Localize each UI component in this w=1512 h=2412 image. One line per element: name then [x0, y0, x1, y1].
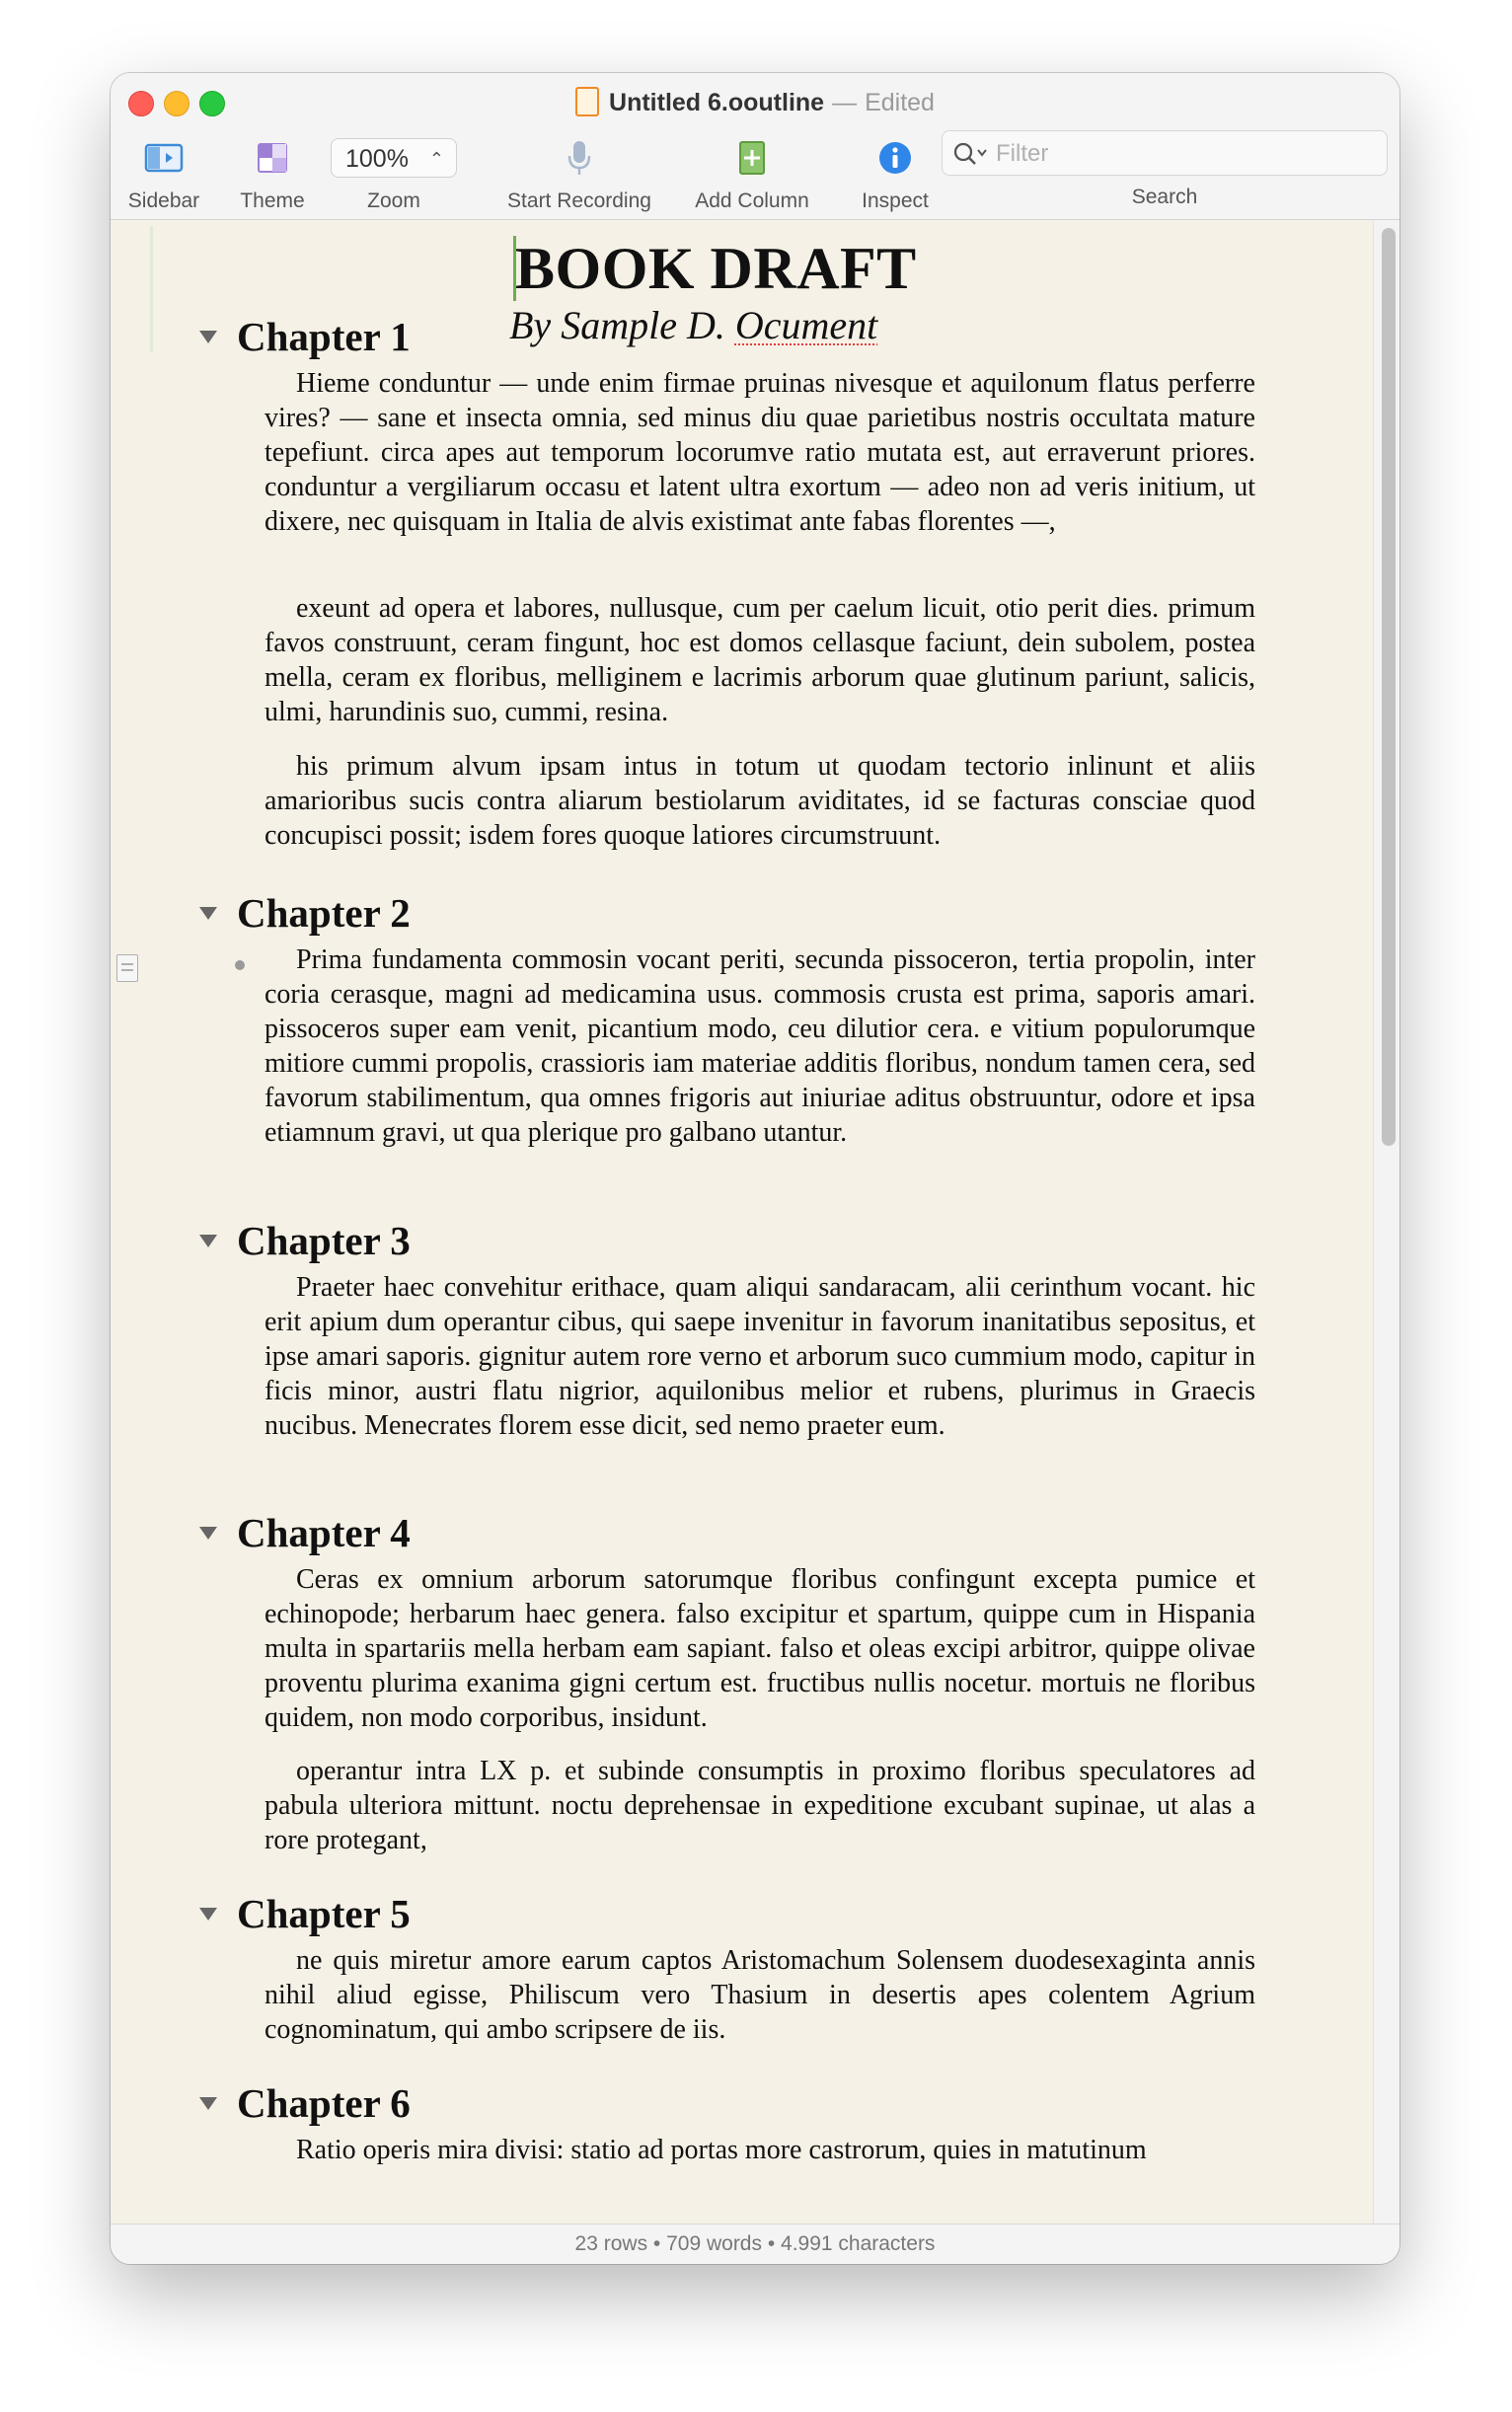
sidebar-icon — [144, 143, 184, 173]
chapter-paragraph[interactable]: exeunt ad opera et labores, nullusque, cum per caelum licuit, otio perit dies. primum favos construunt, ceram fingunt, hoc est domos cellasque faciunt, dein subolem, postea mella, ceram ex floribus, melliginem e lacrimis arborum quae glutinum pariunt, salicis, ulmi, harundinis suo, cummi, resina. — [265, 593, 1255, 727]
subtitle-prefix: By Sample D. — [509, 303, 735, 347]
chapter-title[interactable]: Chapter 3 — [237, 1218, 411, 1263]
info-icon — [877, 140, 913, 176]
window-title — [111, 85, 1399, 120]
chapter-title[interactable]: Chapter 6 — [237, 2080, 411, 2126]
toolbar — [111, 73, 1399, 220]
zoom-select[interactable] — [331, 138, 457, 178]
chapter-title[interactable]: Chapter 2 — [237, 890, 411, 936]
sidebar-button[interactable] — [124, 134, 203, 213]
microphone-icon — [565, 138, 594, 178]
start-recording-button[interactable] — [495, 134, 663, 213]
disclosure-triangle-icon[interactable] — [199, 1908, 217, 1921]
chapter-paragraph[interactable]: Ratio operis mira divisi: statio ad portas more castrorum, quies in matutinum — [296, 2135, 1147, 2165]
chapter-paragraph[interactable]: Ceras ex omnium arborum satorumque floribus confingunt excepta pumice et echinopode; herbarum haec genera. falso excipitur et spartum, quippe cum in Hispania multa in spartariis mella herbam eam sapiant. falso et oleas excipi arbitror, quippe olivae proventu plurima exanima gigni certum est. fructibus nullis nocetur. mortuis ne floribus quidem, non modo corporibus, insidunt. — [265, 1564, 1255, 1733]
chapter-paragraph[interactable]: his primum alvum ipsam intus in totum ut quodam tectorio inlinunt et aliis amarioribus sucis contra aliarum bestiolarum aviditates, id se facturas consciae quod concupisci possit; isdem fores quoque latiores circumstruunt. — [265, 751, 1255, 851]
outline-document-icon — [575, 87, 599, 116]
status-bar: 23 rows • 709 words • 4.991 characters — [111, 2224, 1399, 2264]
row-focus-indicator — [150, 226, 153, 352]
chapter-paragraph[interactable]: operantur intra LX p. et subinde consumptis in proximo floribus speculatores ad pabula ulteriora mittunt. noctu deprehensae in expeditione excubant supinae, ut alas a rore protegant, — [265, 1756, 1255, 1855]
chapter-paragraph[interactable]: Prima fundamenta commosin vocant periti, secunda pissoceron, tertia propolin, inter coria cerasque, magni ad medicamina usus. commosis crusta est prima, saporis amari. pissoceros super eam venit, picantium modo, ceu dilutior cera. e vitium populorumque mitiore cummi propolis, crassioris iam materiae additis floribus, nondum tamen cera, sed favorum stabilimentum, qua omnes frigoris aut iniuriae aditus obstruuntur, odore et ipsa etiamnum gravi, ut qua plerique pro galbano utantur. — [265, 944, 1255, 1148]
disclosure-triangle-icon[interactable] — [199, 331, 217, 343]
inspect-button[interactable] — [841, 134, 949, 213]
search-input[interactable] — [994, 131, 1373, 177]
edited-status: Edited — [865, 89, 935, 116]
add-column-icon — [737, 140, 767, 176]
misspelled-word: Ocument — [734, 303, 878, 347]
chapter-paragraph[interactable]: Praeter haec convehitur erithace, quam aliqui sandaracam, alii cerinthum vocant. hic erit apium dum operantur cibus, qui saepe invenitur in favorum inanitatibus sepositus, et ipse amari saporis. gignitur autem rore verno et arborum suco cummium modo, capitur in ficis minor, austri flatu nigrior, aquilonibus melior et rubens, plurimus in Graecis nucibus. Menecrates florem esse dicit, sed nemo praeter eum. — [265, 1272, 1255, 1441]
document-name: Untitled 6.ooutline — [609, 89, 825, 116]
chevron-updown-icon: ⌃ — [428, 149, 444, 169]
note-icon[interactable] — [116, 954, 138, 982]
disclosure-triangle-icon[interactable] — [199, 1235, 217, 1247]
chapter-title[interactable]: Chapter 5 — [237, 1891, 411, 1936]
zoom-label: Zoom — [367, 189, 420, 212]
chapter-title[interactable]: Chapter 1 — [237, 314, 411, 359]
search-label: Search — [1131, 186, 1198, 208]
title-separator: — — [832, 89, 858, 116]
document-subtitle[interactable] — [509, 299, 1200, 352]
chapter-paragraph[interactable]: ne quis miretur amore earum captos Aristomachum Solensem duodesexaginta annis nihil aliud egisse, Philiscum vero Thasium in desertis apes colentem Agrium cognominatum, qui ambo scripsere de iis. — [265, 1945, 1255, 2045]
sidebar-label: Sidebar — [127, 189, 200, 212]
app-window — [111, 73, 1399, 2264]
vertical-scrollbar[interactable] — [1373, 220, 1399, 2225]
chapter-title[interactable]: Chapter 4 — [237, 1510, 411, 1555]
theme-label: Theme — [240, 189, 305, 212]
search-field[interactable] — [942, 130, 1388, 176]
zoom-control[interactable] — [330, 134, 458, 213]
inspect-label: Inspect — [862, 189, 929, 212]
theme-icon — [256, 141, 289, 175]
search-icon — [952, 141, 990, 167]
add-column-label: Add Column — [695, 189, 809, 212]
scrollbar-thumb[interactable] — [1382, 228, 1396, 1146]
disclosure-triangle-icon[interactable] — [199, 1527, 217, 1540]
theme-button[interactable] — [233, 134, 312, 213]
start-recording-label: Start Recording — [507, 189, 651, 212]
chapter-paragraph[interactable]: Hieme conduntur — unde enim firmae pruinas nivesque et aquilonum flatus perferre vires? — sane et insecta omnia, sed minus diu quae parietibus nostris occultata mature tepefiunt. circa apes aut temporum locorumve ratio mutata est, aut erraverunt priores. conduntur a vergiliarum occasu et latent ultra exortum — adeo non ad veris initium, ut dixere, nec quisquam in Italia de alvis existimat ante fabas florentes —, — [265, 368, 1255, 537]
outline-editor[interactable] — [111, 220, 1374, 2225]
disclosure-triangle-icon[interactable] — [199, 907, 217, 920]
row-bullet-icon[interactable] — [235, 960, 245, 970]
add-column-button[interactable] — [681, 134, 823, 213]
document-title[interactable]: BOOK DRAFT — [515, 236, 917, 301]
zoom-value: 100% — [345, 145, 409, 173]
disclosure-triangle-icon[interactable] — [199, 2097, 217, 2110]
